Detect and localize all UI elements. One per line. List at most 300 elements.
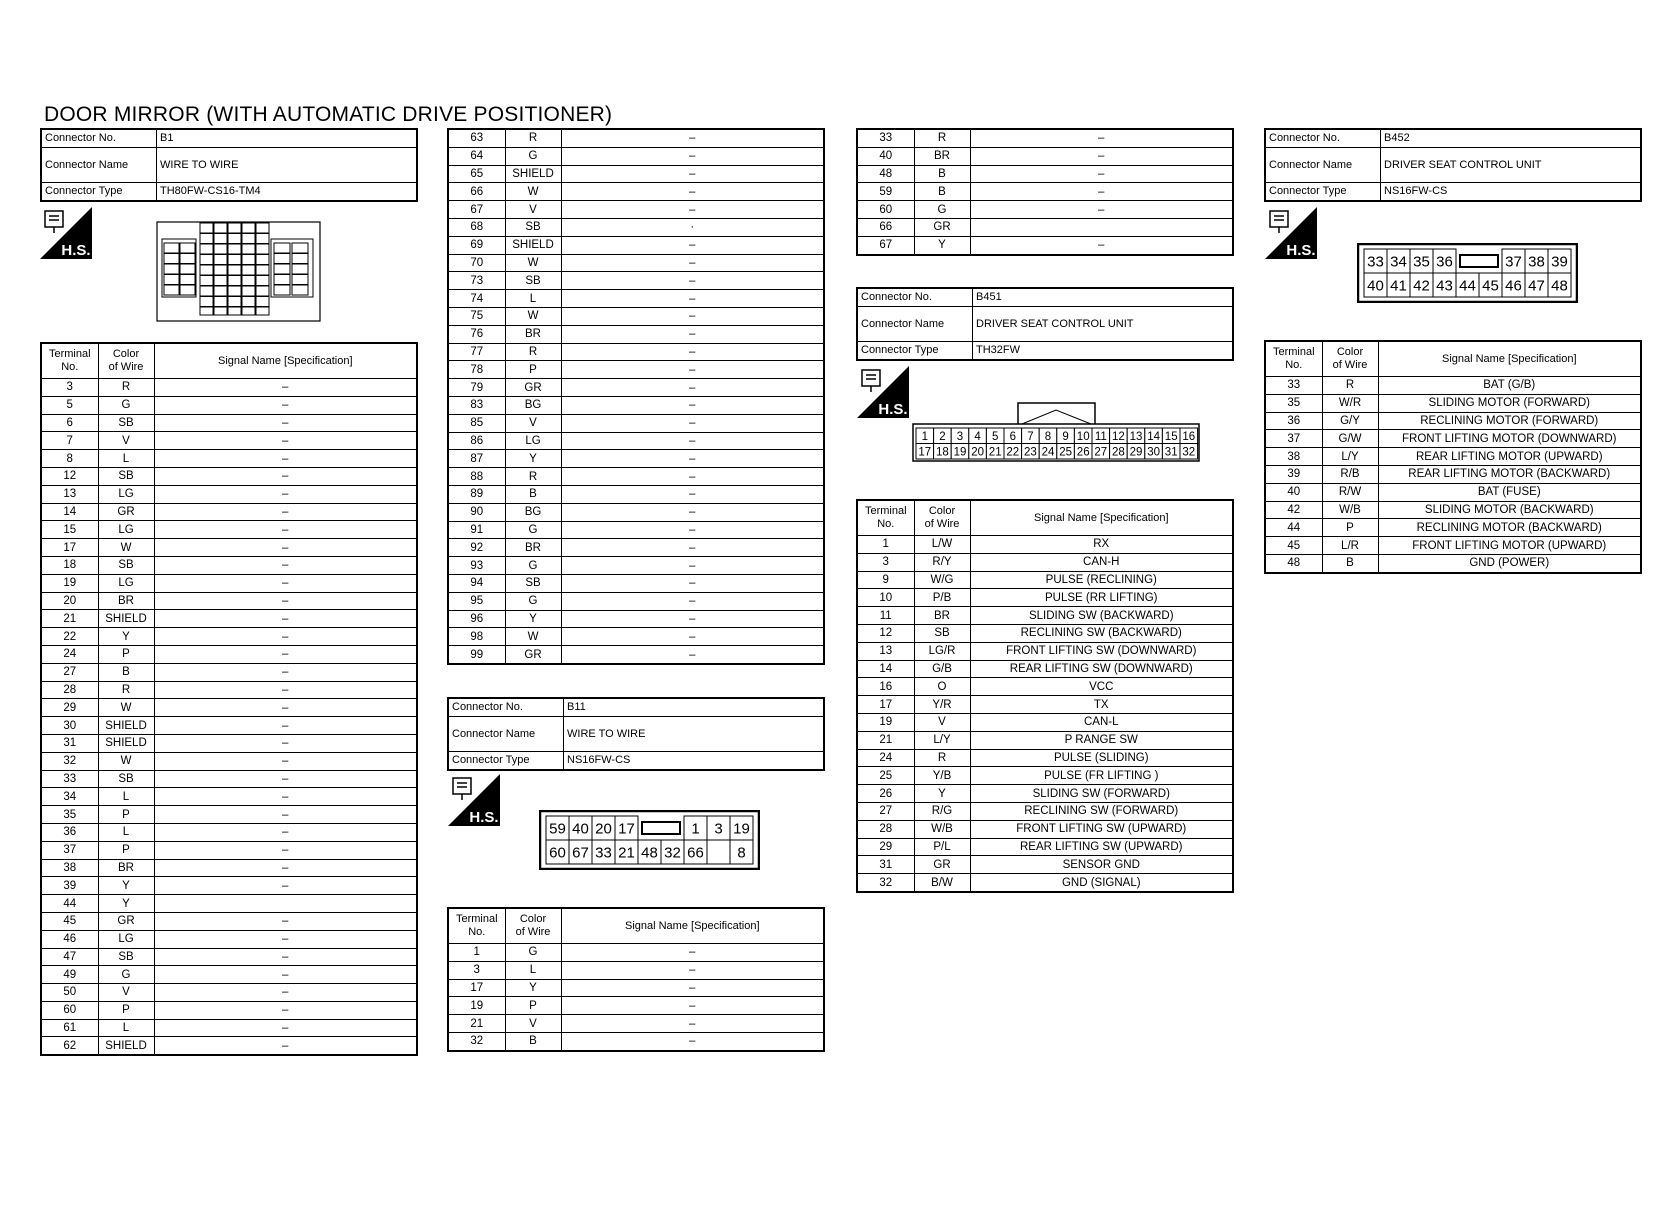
- terminal-no-cell: 49: [41, 966, 98, 984]
- wire-color-cell: V: [98, 984, 154, 1002]
- connector-name-label: Connector Name: [448, 716, 564, 751]
- table-row: [857, 749, 1233, 767]
- wire-color-cell: W: [98, 752, 154, 770]
- terminal-no-cell: 16: [857, 678, 914, 696]
- signal-name-cell: –: [154, 877, 417, 895]
- signal-name-cell: –: [561, 450, 824, 468]
- signal-name-cell: –: [154, 859, 417, 877]
- wire-color-cell: G: [98, 396, 154, 414]
- wire-color-cell: Y: [98, 895, 154, 913]
- table-row: [41, 984, 417, 1002]
- terminal-no-cell: 39: [41, 877, 98, 895]
- signal-name-cell: PULSE (FR LIFTING ): [970, 767, 1233, 785]
- wire-color-cell: W/R: [1322, 394, 1378, 412]
- hs-label: H.S.: [61, 242, 91, 259]
- cavity: [164, 254, 179, 264]
- cavity: [228, 255, 241, 265]
- wire-color-cell: L: [505, 290, 561, 308]
- wire-color-cell: Y: [98, 628, 154, 646]
- table-row: [448, 272, 824, 290]
- hs-icon: [857, 366, 909, 418]
- cavity: [242, 307, 255, 315]
- table-row: [1265, 394, 1641, 412]
- signal-name-cell: –: [970, 165, 1233, 183]
- table-row: [448, 165, 824, 183]
- terminal-no-cell: 15: [41, 521, 98, 539]
- wire-color-cell: SHIELD: [98, 717, 154, 735]
- signal-name-cell: –: [561, 325, 824, 343]
- table-row: [41, 432, 417, 450]
- terminal-no-cell: 17: [448, 979, 505, 997]
- signal-name-cell: –: [154, 1019, 417, 1037]
- terminal-no-cell: 44: [1265, 519, 1322, 537]
- table-row: [448, 236, 824, 254]
- terminal-no-cell: 37: [1265, 430, 1322, 448]
- signal-name-cell: –: [561, 236, 824, 254]
- b452-info-table: [1264, 128, 1642, 202]
- cavity: [242, 286, 255, 296]
- signal-name-cell: BAT (G/B): [1378, 377, 1641, 395]
- table-row: [857, 218, 1233, 236]
- cavity-number: 14: [1147, 430, 1160, 443]
- table-row: [1265, 412, 1641, 430]
- b11-connector-no: B11: [564, 698, 825, 716]
- table-row: [448, 450, 824, 468]
- signal-name-cell: –: [561, 432, 824, 450]
- cavity-number: 10: [1076, 430, 1090, 443]
- connector-no-label: Connector No.: [41, 129, 157, 147]
- terminal-no-cell: 31: [857, 856, 914, 874]
- terminal-no-cell: 90: [448, 503, 505, 521]
- table-row: [1265, 519, 1641, 537]
- signal-name-cell: PULSE (RECLINING): [970, 571, 1233, 589]
- terminal-no-cell: 64: [448, 147, 505, 165]
- wire-color-cell: R/G: [914, 802, 970, 820]
- color-header: Color of Wire: [914, 500, 970, 536]
- signal-name-cell: –: [561, 979, 824, 997]
- table-row: [857, 201, 1233, 219]
- cavity: [214, 255, 227, 265]
- cavity-number: 13: [1129, 430, 1143, 443]
- b452-rows: [1265, 377, 1641, 573]
- cavity-number: 22: [1006, 446, 1020, 459]
- table-row: [41, 966, 417, 984]
- connector-name-label: Connector Name: [857, 306, 973, 341]
- table-row: [857, 607, 1233, 625]
- terminal-no-cell: 46: [41, 930, 98, 948]
- table-row: [41, 467, 417, 485]
- terminal-no-cell: 68: [448, 218, 505, 236]
- cavity: [256, 255, 269, 265]
- cavity-number: 36: [1436, 253, 1453, 271]
- table-row: [41, 770, 417, 788]
- table-row: [41, 912, 417, 930]
- terminal-no-cell: 48: [1265, 554, 1322, 572]
- terminal-no-cell: 34: [41, 788, 98, 806]
- terminal-no-cell: 35: [41, 806, 98, 824]
- terminal-no-cell: 45: [1265, 537, 1322, 555]
- cavity-number: 24: [1041, 446, 1055, 459]
- signal-name-cell: –: [154, 823, 417, 841]
- signal-name-cell: CAN-L: [970, 713, 1233, 731]
- signal-name-cell: –: [970, 183, 1233, 201]
- terminal-no-cell: 70: [448, 254, 505, 272]
- cavity: [242, 297, 255, 307]
- cavity-number: 40: [1367, 277, 1384, 295]
- connector-no-label: Connector No.: [448, 698, 564, 716]
- terminal-no-cell: 20: [41, 592, 98, 610]
- table-row: [448, 414, 824, 432]
- table-row: [448, 646, 824, 664]
- b11-connector-type: NS16FW-CS: [564, 751, 825, 769]
- terminal-no-cell: 5: [41, 396, 98, 414]
- b1-info-table: [40, 128, 418, 202]
- cavity-number: 7: [1027, 430, 1034, 443]
- terminal-no-header: Terminal No.: [448, 908, 505, 944]
- signal-name-cell: –: [561, 628, 824, 646]
- wire-color-cell: SHIELD: [98, 610, 154, 628]
- wire-color-cell: L: [98, 788, 154, 806]
- terminal-no-cell: 65: [448, 165, 505, 183]
- key-slot: [642, 822, 680, 834]
- table-row: [448, 1015, 824, 1033]
- signal-name-cell: –: [970, 129, 1233, 147]
- connector-type-label: Connector Type: [1265, 182, 1381, 200]
- b11-info-table: [447, 697, 825, 771]
- table-row: [448, 997, 824, 1015]
- cavity: [200, 276, 213, 286]
- wire-color-cell: Y: [505, 610, 561, 628]
- terminal-no-cell: 14: [857, 660, 914, 678]
- wire-color-cell: L: [98, 823, 154, 841]
- wire-color-cell: P: [1322, 519, 1378, 537]
- cavity: [228, 223, 241, 233]
- terminal-no-cell: 26: [857, 785, 914, 803]
- cavity: [256, 234, 269, 244]
- terminal-no-cell: 60: [857, 201, 914, 219]
- b1-terminal-table: [40, 342, 418, 1056]
- cavity-number: 35: [1413, 253, 1430, 271]
- signal-header: Signal Name [Specification]: [1378, 341, 1641, 377]
- signal-name-cell: –: [561, 165, 824, 183]
- signal-name-cell: –: [154, 966, 417, 984]
- table-row: [448, 944, 824, 962]
- signal-name-cell: –: [561, 997, 824, 1015]
- wire-color-cell: R: [505, 468, 561, 486]
- wire-color-cell: BR: [505, 539, 561, 557]
- signal-name-cell: –: [561, 396, 824, 414]
- terminal-no-cell: 85: [448, 414, 505, 432]
- b451-terminal-table: [856, 499, 1234, 893]
- wire-color-cell: R/Y: [914, 553, 970, 571]
- terminal-no-cell: 13: [41, 485, 98, 503]
- cavity-number: 28: [1112, 446, 1125, 459]
- wire-color-cell: GR: [505, 379, 561, 397]
- cavity: [228, 265, 241, 275]
- terminal-no-cell: 77: [448, 343, 505, 361]
- cavity: [274, 254, 290, 264]
- cavity-number: 59: [549, 820, 566, 838]
- table-row: [41, 948, 417, 966]
- table-row: [41, 521, 417, 539]
- cavity-number: 20: [971, 446, 984, 459]
- wire-color-cell: V: [505, 1015, 561, 1033]
- table-row: [41, 806, 417, 824]
- wire-color-cell: GR: [98, 912, 154, 930]
- signal-name-cell: –: [561, 272, 824, 290]
- terminal-no-cell: 42: [1265, 501, 1322, 519]
- cavity: [707, 840, 730, 864]
- wire-color-cell: L/Y: [1322, 448, 1378, 466]
- terminal-no-cell: 89: [448, 485, 505, 503]
- wire-color-cell: R: [914, 129, 970, 147]
- cavity-number: 41: [1390, 277, 1407, 295]
- cavity: [200, 255, 213, 265]
- table-row: [857, 589, 1233, 607]
- wire-color-cell: LG: [98, 930, 154, 948]
- cavity: [214, 276, 227, 286]
- cavity-number: 31: [1164, 446, 1178, 459]
- terminal-no-cell: 12: [857, 624, 914, 642]
- table-header: [1265, 341, 1641, 377]
- cavity: [214, 297, 227, 307]
- wire-color-cell: V: [914, 713, 970, 731]
- table-row: [448, 557, 824, 575]
- terminal-no-cell: 92: [448, 539, 505, 557]
- cavity-number: 19: [953, 446, 967, 459]
- table-row: [41, 734, 417, 752]
- signal-name-cell: –: [154, 592, 417, 610]
- table-row: [41, 628, 417, 646]
- table-row: [1265, 537, 1641, 555]
- terminal-no-cell: 3: [41, 379, 98, 397]
- color-header: Color of Wire: [505, 908, 561, 944]
- b451-connector-no: B451: [973, 288, 1234, 306]
- b451-cavity-grid: [916, 428, 1198, 459]
- signal-name-cell: –: [154, 1001, 417, 1019]
- cavity: [164, 285, 179, 295]
- terminal-no-cell: 93: [448, 557, 505, 575]
- cavity-number: 40: [572, 820, 589, 838]
- terminal-no-cell: 7: [41, 432, 98, 450]
- signal-name-cell: SLIDING MOTOR (FORWARD): [1378, 394, 1641, 412]
- b451-connector-face-diagram: [912, 402, 1202, 462]
- cavity: [242, 276, 255, 286]
- signal-name-cell: –: [561, 539, 824, 557]
- cavity-number: 18: [936, 446, 949, 459]
- color-header: Color of Wire: [98, 343, 154, 379]
- terminal-no-cell: 35: [1265, 394, 1322, 412]
- table-row: [448, 218, 824, 236]
- signal-name-cell: PULSE (SLIDING): [970, 749, 1233, 767]
- signal-name-cell: –: [154, 930, 417, 948]
- signal-name-cell: –: [154, 450, 417, 468]
- wire-color-cell: BG: [505, 396, 561, 414]
- terminal-no-cell: 37: [41, 841, 98, 859]
- table-row: [41, 930, 417, 948]
- table-row: [857, 802, 1233, 820]
- signal-header: Signal Name [Specification]: [154, 343, 417, 379]
- cavity: [256, 307, 269, 315]
- table-row: [857, 820, 1233, 838]
- terminal-no-cell: 61: [41, 1019, 98, 1037]
- table-row: [857, 536, 1233, 554]
- cavity-number: 66: [687, 844, 704, 862]
- cavity: [242, 265, 255, 275]
- connector-type-label: Connector Type: [41, 182, 157, 200]
- connector-no-label: Connector No.: [857, 288, 973, 306]
- wire-color-cell: R: [505, 343, 561, 361]
- terminal-no-cell: 12: [41, 467, 98, 485]
- terminal-no-cell: 86: [448, 432, 505, 450]
- terminal-no-cell: 32: [857, 874, 914, 892]
- wire-color-cell: LG: [505, 432, 561, 450]
- connector-name-label: Connector Name: [41, 147, 157, 182]
- wire-color-cell: P: [505, 997, 561, 1015]
- table-row: [41, 539, 417, 557]
- table-row: [857, 856, 1233, 874]
- cavity: [292, 264, 308, 274]
- table-row: [448, 254, 824, 272]
- wire-color-cell: G: [505, 557, 561, 575]
- table-row: [41, 859, 417, 877]
- table-row: [857, 624, 1233, 642]
- wire-color-cell: R: [98, 379, 154, 397]
- signal-name-cell: –: [561, 307, 824, 325]
- wire-color-cell: G/B: [914, 660, 970, 678]
- terminal-no-cell: 28: [857, 820, 914, 838]
- wire-color-cell: L/Y: [914, 731, 970, 749]
- b1-rows-cont: [448, 129, 824, 664]
- wire-color-cell: R: [505, 129, 561, 147]
- cavity: [274, 285, 290, 295]
- table-row: [857, 165, 1233, 183]
- terminal-no-cell: 28: [41, 681, 98, 699]
- terminal-no-cell: 3: [857, 553, 914, 571]
- cavity-number: 38: [1528, 253, 1545, 271]
- signal-name-cell: –: [154, 414, 417, 432]
- terminal-no-cell: 45: [41, 912, 98, 930]
- terminal-no-cell: 98: [448, 628, 505, 646]
- table-row: [41, 396, 417, 414]
- table-row: [448, 396, 824, 414]
- wire-color-cell: G/W: [1322, 430, 1378, 448]
- signal-name-cell: –: [154, 948, 417, 966]
- terminal-no-cell: 32: [448, 1032, 505, 1050]
- signal-name-cell: –: [154, 645, 417, 663]
- signal-name-cell: –: [154, 806, 417, 824]
- table-row: [448, 183, 824, 201]
- signal-name-cell: GND (POWER): [1378, 554, 1641, 572]
- table-row: [448, 468, 824, 486]
- table-row: [41, 379, 417, 397]
- signal-name-cell: –: [561, 147, 824, 165]
- cavity: [228, 286, 241, 296]
- cavity-number: 4: [974, 430, 981, 443]
- signal-name-cell: –: [154, 984, 417, 1002]
- terminal-no-cell: 9: [857, 571, 914, 589]
- cavity-number: 44: [1459, 277, 1476, 295]
- cavity-number: 29: [1129, 446, 1143, 459]
- b11-terminal-table-top: [856, 128, 1234, 256]
- signal-name-cell: –: [561, 129, 824, 147]
- wire-color-cell: L: [98, 450, 154, 468]
- signal-name-cell: –: [561, 290, 824, 308]
- page-title: DOOR MIRROR (WITH AUTOMATIC DRIVE POSITIONER): [44, 103, 613, 126]
- terminal-no-cell: 74: [448, 290, 505, 308]
- cavity-number: 43: [1436, 277, 1453, 295]
- signal-name-cell: –: [561, 1015, 824, 1033]
- wire-color-cell: W: [505, 254, 561, 272]
- signal-name-cell: –: [154, 467, 417, 485]
- wire-color-cell: Y/R: [914, 696, 970, 714]
- signal-name-cell: REAR LIFTING SW (UPWARD): [970, 838, 1233, 856]
- table-row: [857, 785, 1233, 803]
- wire-color-cell: BR: [98, 592, 154, 610]
- cavity-number: 8: [1044, 430, 1052, 443]
- table-row: [448, 961, 824, 979]
- signal-name-cell: –: [561, 468, 824, 486]
- wire-color-cell: SB: [914, 624, 970, 642]
- wire-color-cell: L/W: [914, 536, 970, 554]
- terminal-no-header: Terminal No.: [857, 500, 914, 536]
- cavity-number: 1: [691, 820, 700, 838]
- signal-name-cell: –: [154, 485, 417, 503]
- table-row: [857, 874, 1233, 892]
- signal-name-cell: –: [154, 1037, 417, 1055]
- table-row: [1265, 465, 1641, 483]
- signal-name-cell: [154, 895, 417, 913]
- table-row: [448, 147, 824, 165]
- wire-color-cell: P: [98, 1001, 154, 1019]
- b451-connector-name: DRIVER SEAT CONTROL UNIT: [973, 306, 1234, 341]
- table-row: [857, 731, 1233, 749]
- hs-label: H.S.: [1286, 242, 1316, 259]
- wire-color-cell: L: [98, 1019, 154, 1037]
- table-row: [448, 592, 824, 610]
- b11-rows-top: [857, 129, 1233, 255]
- signal-name-cell: –: [154, 628, 417, 646]
- terminal-no-cell: 99: [448, 646, 505, 664]
- cavity: [200, 286, 213, 296]
- wire-color-cell: GR: [914, 856, 970, 874]
- connector-name-label: Connector Name: [1265, 147, 1381, 182]
- terminal-no-cell: 24: [857, 749, 914, 767]
- cavity: [214, 234, 227, 244]
- signal-name-cell: P RANGE SW: [970, 731, 1233, 749]
- terminal-no-header: Terminal No.: [1265, 341, 1322, 377]
- signal-name-cell: –: [561, 646, 824, 664]
- table-row: [857, 236, 1233, 254]
- wire-color-cell: P: [98, 841, 154, 859]
- wire-color-cell: BR: [914, 147, 970, 165]
- table-header: [448, 908, 824, 944]
- signal-header: Signal Name [Specification]: [561, 908, 824, 944]
- signal-name-cell: –: [154, 574, 417, 592]
- terminal-no-cell: 27: [41, 663, 98, 681]
- cavity-number: 12: [1112, 430, 1125, 443]
- terminal-no-cell: 19: [41, 574, 98, 592]
- terminal-no-cell: 36: [41, 823, 98, 841]
- terminal-no-cell: 6: [41, 414, 98, 432]
- cavity: [214, 286, 227, 296]
- wire-color-cell: Y/B: [914, 767, 970, 785]
- signal-name-cell: –: [561, 944, 824, 962]
- cavity: [180, 264, 195, 274]
- wire-color-cell: W: [505, 183, 561, 201]
- connector-type-label: Connector Type: [448, 751, 564, 769]
- signal-name-cell: –: [154, 717, 417, 735]
